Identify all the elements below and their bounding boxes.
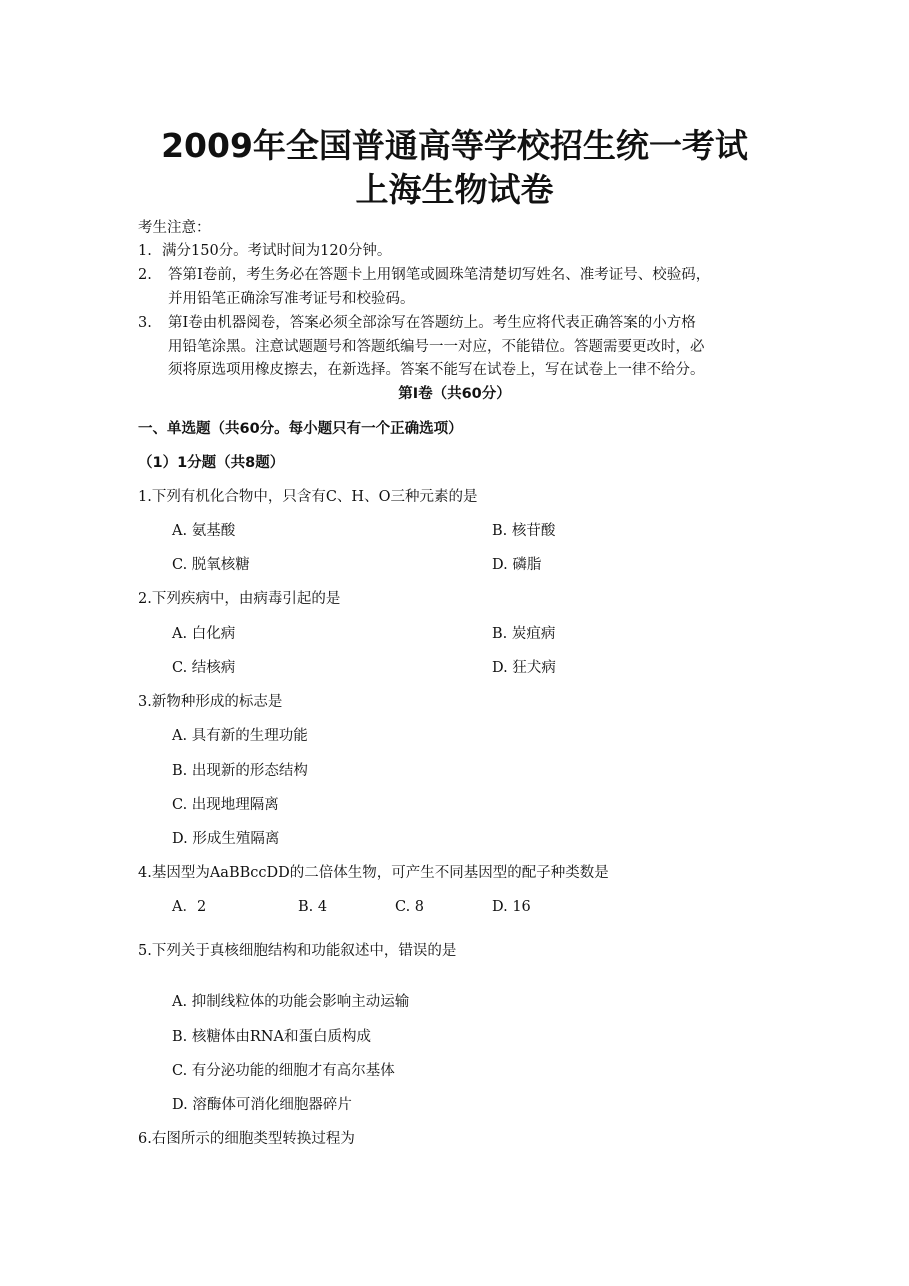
question-2-option-b: B. 炭疽病 [492, 626, 556, 642]
question-4-option-d: D. 16 [492, 899, 531, 915]
notice-item-3-line-1: 第Ⅰ卷由机器阅卷，答案必须全部涂写在答题纺上。考生应将代表正确答案的小方格 [168, 315, 696, 331]
question-2-option-d: D. 狂犬病 [492, 660, 556, 676]
notice-item-2-line-2: 并用铅笔正确涂写准考证号和校验码。 [168, 291, 415, 307]
question-5-option-a: A. 抑制线粒体的功能会影响主动运输 [172, 994, 410, 1010]
subsection-heading: （1）1分题（共8题） [138, 455, 285, 471]
question-1-stem: 1.下列有机化合物中，只含有C、H、O三种元素的是 [138, 489, 478, 505]
question-2-stem: 2.下列疾病中，由病毒引起的是 [138, 591, 341, 607]
question-5-option-d: D. 溶酶体可消化细胞器碎片 [172, 1097, 352, 1113]
question-3-option-a: A. 具有新的生理功能 [172, 728, 308, 744]
question-5-option-b: B. 核糖体由RNA和蛋白质构成 [172, 1029, 371, 1045]
question-1-option-a: A. 氨基酸 [172, 523, 236, 539]
question-6-stem: 6.右图所示的细胞类型转换过程为 [138, 1131, 355, 1147]
question-3-option-d: D. 形成生殖隔离 [172, 831, 280, 847]
question-4-option-a: A．2 [172, 899, 207, 915]
notice-item-2-line-1: 答第Ⅰ卷前，考生务必在答题卡上用钢笔或圆珠笔清楚切写姓名、准考证号、校验码， [168, 267, 711, 283]
question-2-option-a: A. 白化病 [172, 626, 236, 642]
question-3-stem: 3.新物种形成的标志是 [138, 694, 283, 710]
question-4-stem: 4.基因型为AaBBccDD的二倍体生物，可产生不同基因型的配子种类数是 [138, 865, 609, 881]
question-1-option-d: D. 磷脂 [492, 557, 542, 573]
question-2-option-c: C. 结核病 [172, 660, 236, 676]
notice-item-3-line-3: 须将原选项用橡皮擦去，在新选择。答案不能写在试卷上，写在试卷上一律不给分。 [168, 362, 705, 378]
notice-item-2-number: 2. [138, 267, 152, 283]
volume-heading: 第Ⅰ卷（共60分） [398, 386, 511, 402]
question-1-option-c: C. 脱氧核糖 [172, 557, 250, 573]
question-4-option-b: B. 4 [298, 899, 328, 915]
question-5-option-c: C. 有分泌功能的细胞才有高尔基体 [172, 1063, 395, 1079]
notice-heading: 考生注意： [138, 220, 211, 236]
notice-item-3-number: 3. [138, 315, 152, 331]
question-3-option-c: C. 出现地理隔离 [172, 797, 279, 813]
notice-item-3-line-2: 用铅笔涂黑。注意试题题号和答题纸编号一一对应，不能错位。答题需要更改时，必 [168, 339, 705, 355]
part-heading: 一、单选题（共60分。每小题只有一个正确选项） [138, 421, 463, 437]
question-1-option-b: B. 核苷酸 [492, 523, 556, 539]
exam-title: 2009年全国普通高等学校招生统一考试 [161, 126, 748, 165]
notice-item-1: 满分150分。考试时间为120分钟。 [162, 243, 392, 259]
question-4-option-c: C. 8 [395, 899, 425, 915]
question-5-stem: 5.下列关于真核细胞结构和功能叙述中，错误的是 [138, 943, 457, 959]
question-3-option-b: B. 出现新的形态结构 [172, 763, 308, 779]
notice-item-1-number: 1. [138, 243, 152, 259]
exam-subtitle: 上海生物试卷 [355, 170, 554, 209]
